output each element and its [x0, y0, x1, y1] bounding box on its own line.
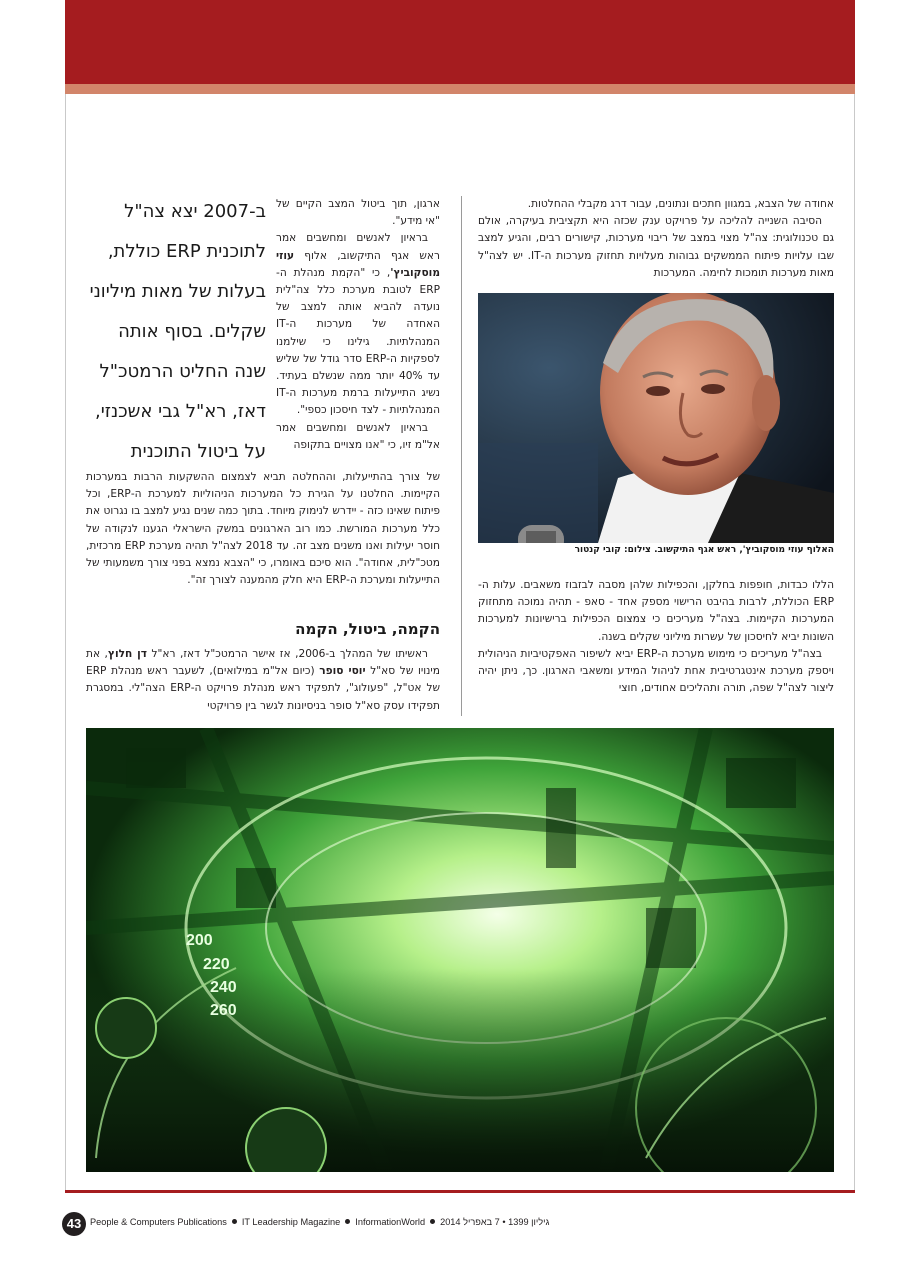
tech-illustration	[86, 728, 834, 1172]
bullet-icon	[232, 1219, 237, 1224]
paragraph: אחודה של הצבא, במגוון חתכים ונתונים, עבור דרג מקבלי ההחלטות.	[527, 198, 834, 210]
paragraph: של צורך בהתייעלות, וההחלטה תביא לצמצום ההשקעות הרבות במערכות הקיימות. החלטנו על הגירת כל המערכות הניהוליות למערכת ה-ERP, וכל פיתוח שאינו כזה - יידרש לנימוק מיוחד. בתוך כמה שנים נגיע למצב בו נגרוט את כלל מערכות המורשת. כמו רוב הארגונים במשק הישראלי הגענו לנקודה של חוסר יעילות ואנו משנים מצב זה. עד 2018 לצה"ל תהיה מערכת ERP מרכזית, מטכ"לית, אחודה". הוא סיכם באומרו, כי "הצבא נמצא בפני צורך משמעותי של התייעלות ומערכת ה-ERP היא חלק מהמענה לצורך זה".	[86, 471, 441, 587]
article-column-right-bottom	[478, 577, 834, 697]
publisher-name: People & Computers Publications	[90, 1217, 227, 1227]
section-heading: הקמה, ביטול, הקמה	[295, 620, 440, 638]
paragraph: הללו כבדות, חופפות בחלקן, והכפילות שלהן מסבה לבזבוז משאבים. עלות ה-ERP הכוללת, לרבות בהיבט הרישוי מספק אחד - סאפ - תהיה נמוכה מתחזוק המערכות הקיימות. בצה"ל מעריכים כי צמצום הכפילות ברישיונות למערכות השונות יביא לחיסכון של עשרות מיליוני שקלים בשנה.	[478, 579, 834, 643]
column-divider	[461, 196, 462, 716]
text-run: , את מינויו של סא"ל	[86, 648, 440, 678]
article-column-middle	[276, 196, 440, 454]
page-footer	[62, 1212, 562, 1238]
gauge-label: 220	[203, 956, 230, 973]
paragraph: בצה"ל מעריכים כי מימוש מערכת ה-ERP יביא לשיפור האפקטיביות הניהולית ויספק מערכת אינטגרטיבית אחת לניהול המידע ומשאבי הארגון. כך, ניתן יהיה ליצור לצה"ל שפה, תורה ותהליכים אחודים, חוצי	[478, 647, 834, 695]
page-number: 43	[62, 1212, 86, 1236]
person-name: עוזי מוסקוביץ'	[276, 249, 440, 279]
article-column-wide	[86, 469, 440, 589]
person-name: דן חלוץ	[107, 648, 147, 660]
footer-credits	[90, 1217, 549, 1227]
article-column-wide-2	[86, 646, 440, 715]
gauge-label: 260	[210, 1002, 237, 1019]
header-band	[65, 0, 855, 84]
pull-quote: ב-2007 יצא צה"ל לתוכנית ERP כוללת, בעלות של מאות מיליוני שקלים. בסוף אותה שנה החליט הרמטכ"ל דאז, רא"ל גבי אשכנזי, על ביטול התוכנית	[89, 201, 266, 462]
article-column-right-top	[478, 196, 834, 282]
paragraph: בראיון לאנשים ומחשבים אמר אל"מ זיו, כי "אנו מצויים בתקופה	[276, 421, 440, 451]
person-name: יוסי סופר	[319, 665, 366, 678]
magazine-name: IT Leadership Magazine	[241, 1217, 341, 1227]
paragraph: הסיבה השנייה להליכה על פרויקט ענק שכזה היא תקציבית בעיקרה, אולם גם טכנולוגית: צה"ל מצוי במצב של ריבוי מערכות, קישורים רבים, והגיע למצב שבו עלויות פיתוח הממשקים גבוהות מעלויות תחזוק מערכות ה-IT. יש לצה"ל מאות מערכות תומכות לחימה. המערכות	[478, 215, 834, 279]
gauge-label: 200	[186, 932, 213, 949]
issue-info: גיליון 1399 • 7 באפריל 2014	[440, 1217, 550, 1227]
bullet-icon	[345, 1219, 350, 1224]
text-run: בראיון לאנשים ומחשבים אמר ראש אגף התיקשוב, אלוף	[276, 232, 440, 262]
text-run: (כיום אל"מ במילואים), לשעבר ראש מנהלת ERP של אט"ל, "פעולוג", לתפקיד ראש מנהלת פרויקט ה-ERP הצה"לי. במסגרת תפקידו עסק סא"ל סופר בניסיונות לגשר בין פרויקטי	[86, 665, 440, 712]
paragraph	[86, 646, 440, 715]
paragraph	[276, 230, 440, 419]
text-run: , כי "הקמת מנהלת ה-ERP לטובת מערכת כלל צה"לית נועדה להביא אותה למצב של האחדה של מערכות ה-IT המנהלתיות. גילינו כי שילמנו לספקיות ה-ERP סדר גודל של שליש עד 40% יותר ממה שנשלם בעתיד. נשיג התייעלות ברמת מערכות ה-IT המנהלתיות - לצד חיסכון כספי".	[276, 266, 441, 417]
site-name: InformationWorld	[355, 1217, 426, 1227]
photo-caption: האלוף עוזי מוסקוביץ', ראש אגף התיקשוב. צילום: קובי קנטור	[574, 545, 834, 555]
footer-rule	[65, 1190, 855, 1193]
header-stripe	[65, 84, 855, 94]
paragraph: ארגון, תוך ביטול המצב הקיים של "אי מידע".	[276, 198, 440, 228]
gauge-label: 240	[210, 979, 237, 996]
portrait-photo	[478, 293, 834, 543]
text-run: ראשיתו של המהלך ב-2006, אז אישר הרמטכ"ל דאז, רא"ל	[146, 648, 428, 660]
bullet-icon	[430, 1219, 435, 1224]
